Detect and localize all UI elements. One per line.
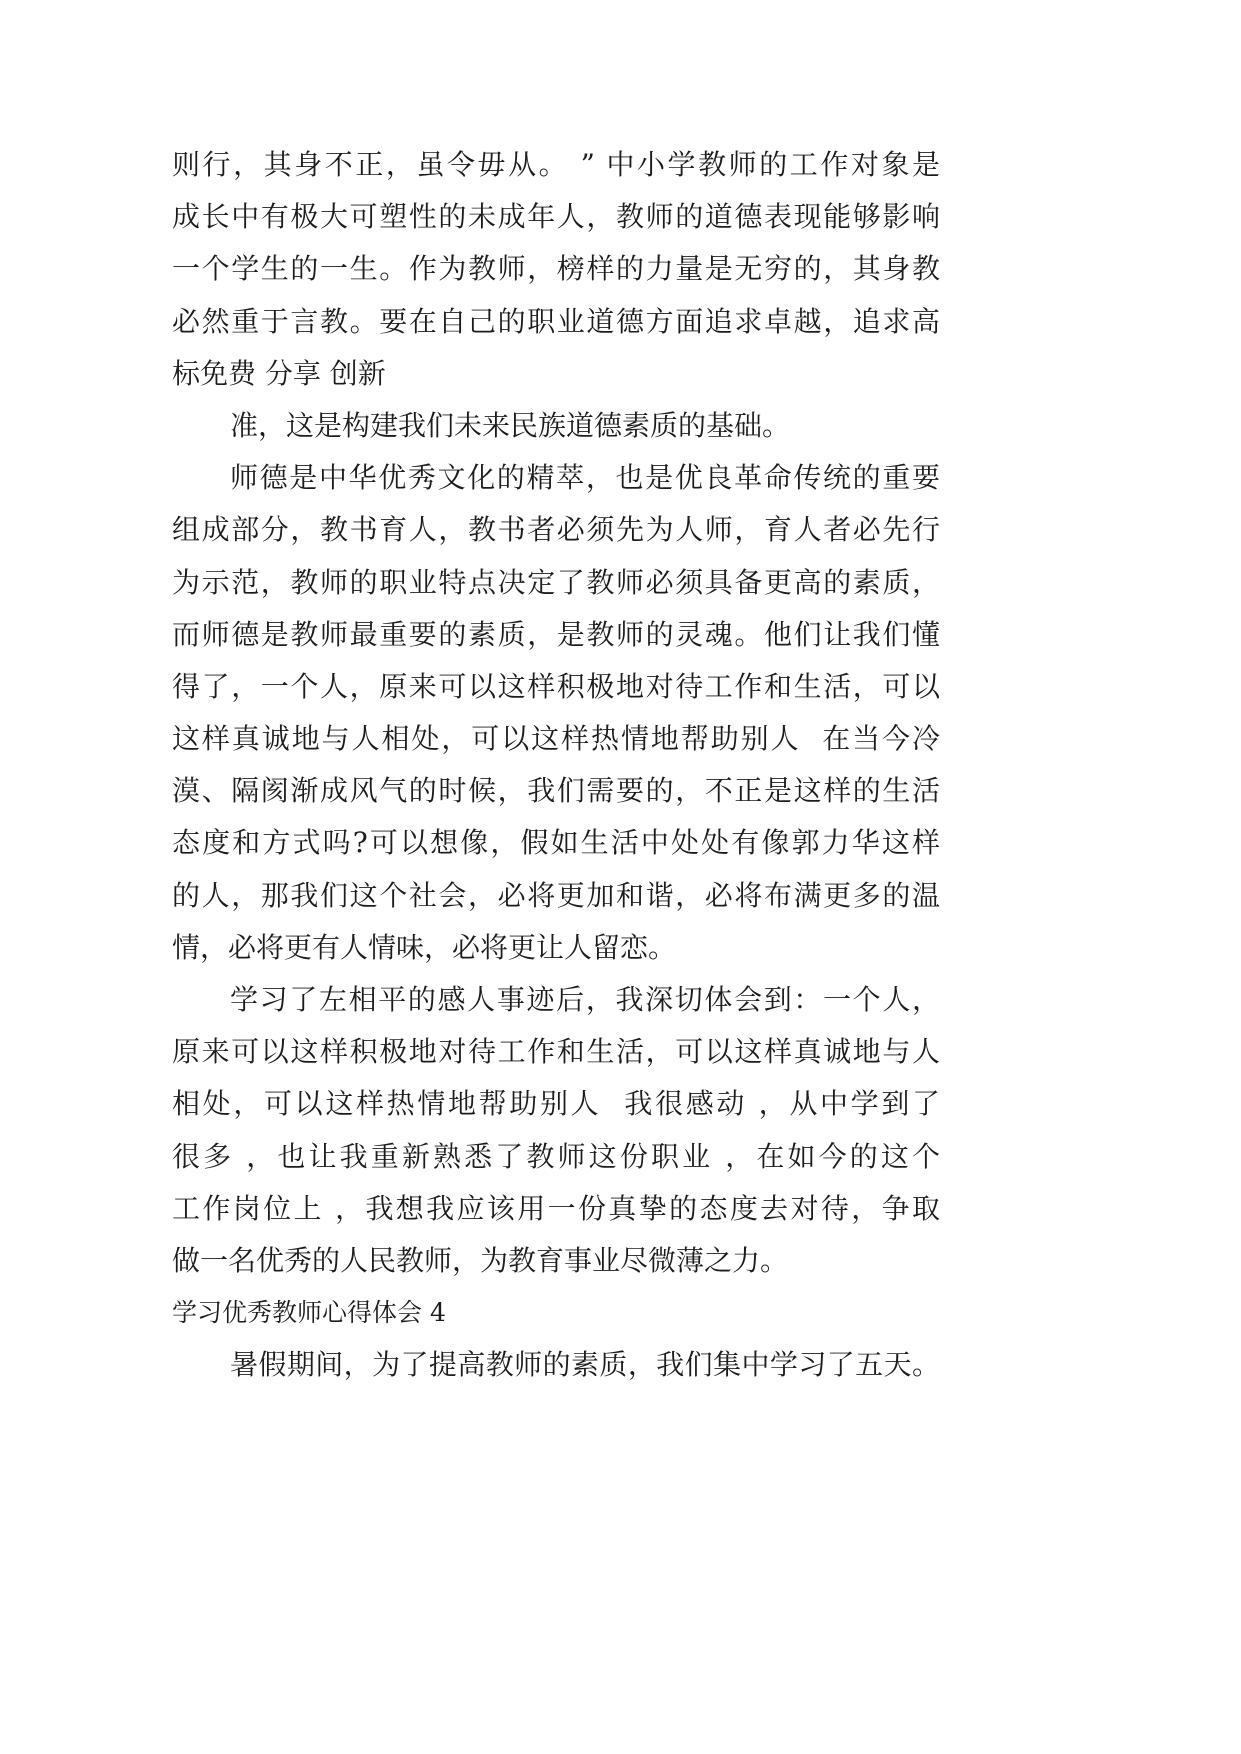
text-line: 很多 ，也让我重新熟悉了教师这份职业 ，在如今的这个 [172,1139,940,1173]
text-line: 标免费 分享 创新 [172,356,386,390]
text-line: 态度和方式吗?可以想像，假如生活中处处有像郭力华这样 [172,826,940,860]
text-line: 暑假期间，为了提高教师的素质，我们集中学习了五天。 [230,1348,940,1382]
text-line: 一个学生的一生。作为教师，榜样的力量是无穷的，其身教 [172,252,940,286]
paragraph [172,400,940,452]
text-line: 的人，那我们这个社会，必将更加和谐，必将布满更多的温 [172,878,940,912]
text-line: 原来可以这样积极地对待工作和生活，可以这样真诚地与人 [172,1035,940,1069]
text-line: 师德是中华优秀文化的精萃，也是优良革命传统的重要 [230,461,940,495]
section-heading: 学习优秀教师心得体会 4 [172,1298,446,1328]
text-line: 学习了左相平的感人事迹后，我深切体会到：一个人， [230,983,940,1016]
text-line: 为示范，教师的职业特点决定了教师必须具备更高的素质， [172,565,940,599]
text-line: 漠、隔阂渐成风气的时候，我们需要的，不正是这样的生活 [172,774,940,808]
text-line: 准，这是构建我们未来民族道德素质的基础。 [230,408,791,442]
paragraph [172,1339,940,1391]
text-line: 做一名优秀的人民教师，为教育事业尽微薄之力。 [172,1243,789,1277]
paragraph [172,452,940,974]
paragraph [172,139,940,400]
text-line: 组成部分，教书育人，教书者必须先为人师，育人者必先行 [172,513,940,547]
text-line: 这样真诚地与人相处，可以这样热情地帮助别人 在当今冷 [172,722,940,756]
document-body [172,139,940,1392]
text-line: 得了，一个人，原来可以这样积极地对待工作和生活，可以 [172,669,940,703]
text-line: 而师德是教师最重要的素质，是教师的灵魂。他们让我们懂 [172,617,940,651]
text-line: 情，必将更有人情味，必将更让人留恋。 [172,930,677,964]
text-line: 则行，其身不正，虽令毋从。 ” 中小学教师的工作对象是 [172,148,940,181]
text-line: 成长中有极大可塑性的未成年人，教师的道德表现能够影响 [172,200,940,234]
paragraph [172,974,940,1287]
text-line: 必然重于言教。要在自己的职业道德方面追求卓越，追求高 [172,304,940,338]
text-line: 相处，可以这样热情地帮助别人 我很感动 ，从中学到了 [172,1087,940,1121]
text-line: 工作岗位上 ，我想我应该用一份真挚的态度去对待，争取 [172,1191,940,1225]
